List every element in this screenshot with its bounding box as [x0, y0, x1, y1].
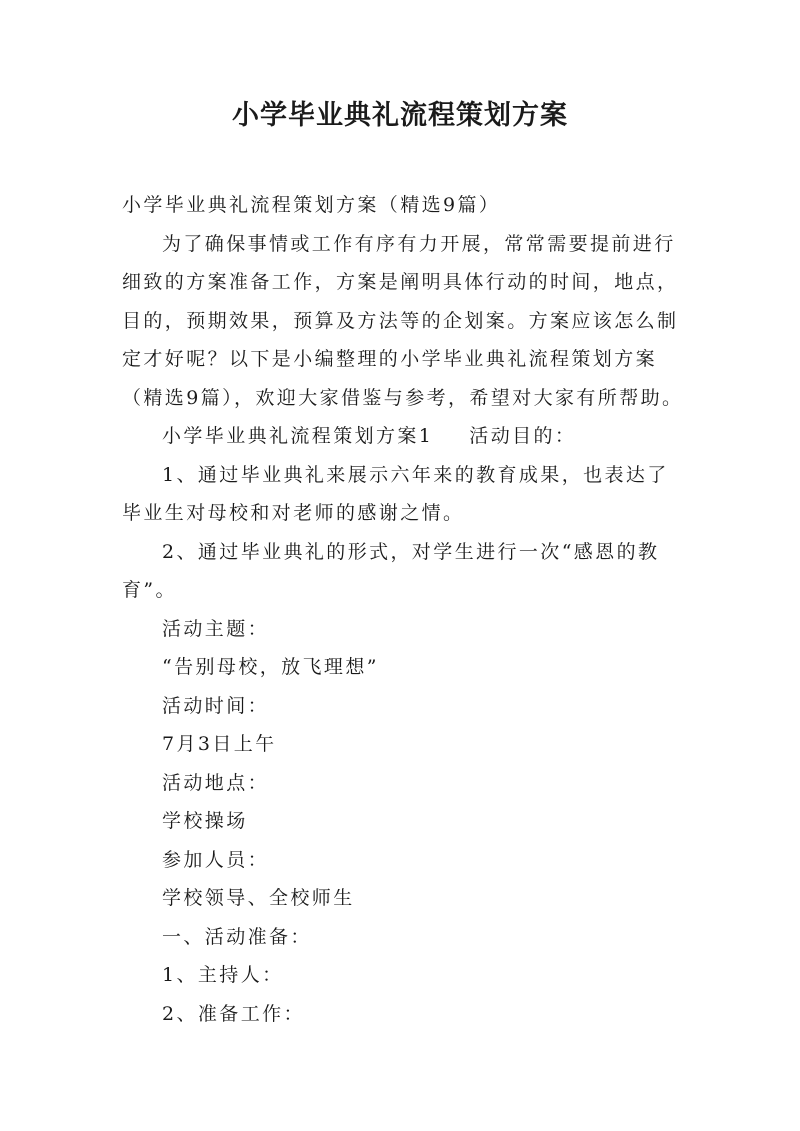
prep-item-1: 1、主持人： [162, 964, 284, 986]
time-value: 7月3日上午 [162, 733, 277, 755]
section-heading-line [122, 417, 690, 456]
time-label: 活动时间： [162, 694, 270, 717]
participants-value: 学校领导、全校师生 [162, 887, 355, 909]
intro-paragraph: 为了确保事情或工作有序有力开展，常常需要提前进行细致的方案准备工作，方案是阐明具体行动的时间，地点，目的，预期效果，预算及方法等的企划案。方案应该怎么制定才好呢？以下是小编整理的小学毕业典礼流程策划方案（精选9篇），欢迎大家借鉴与参考，希望对大家有所帮助。 [122, 232, 684, 409]
document-title: 小学毕业典礼流程策划方案 [232, 100, 568, 131]
document-body [122, 186, 690, 1033]
section1-heading: 小学毕业典礼流程策划方案1 [162, 425, 434, 447]
prep-item-2: 2、准备工作： [162, 1002, 305, 1025]
purpose-item-1: 1、通过毕业典礼来展示六年来的教育成果，也表达了毕业生对母校和对老师的感谢之情。 [122, 463, 669, 524]
place-label: 活动地点： [162, 771, 270, 794]
place-value: 学校操场 [162, 810, 248, 832]
prep-heading: 一、活动准备： [162, 925, 312, 948]
document-subtitle: 小学毕业典礼流程策划方案（精选9篇） [122, 194, 501, 216]
theme-value: “告别母校，放飞理想” [162, 656, 379, 678]
purpose-item-2: 2、通过毕业典礼的形式，对学生进行一次“感恩的教育”。 [122, 540, 660, 601]
purpose-label: 活动目的： [469, 425, 577, 447]
participants-label: 参加人员： [162, 848, 270, 871]
theme-label: 活动主题： [162, 617, 270, 640]
